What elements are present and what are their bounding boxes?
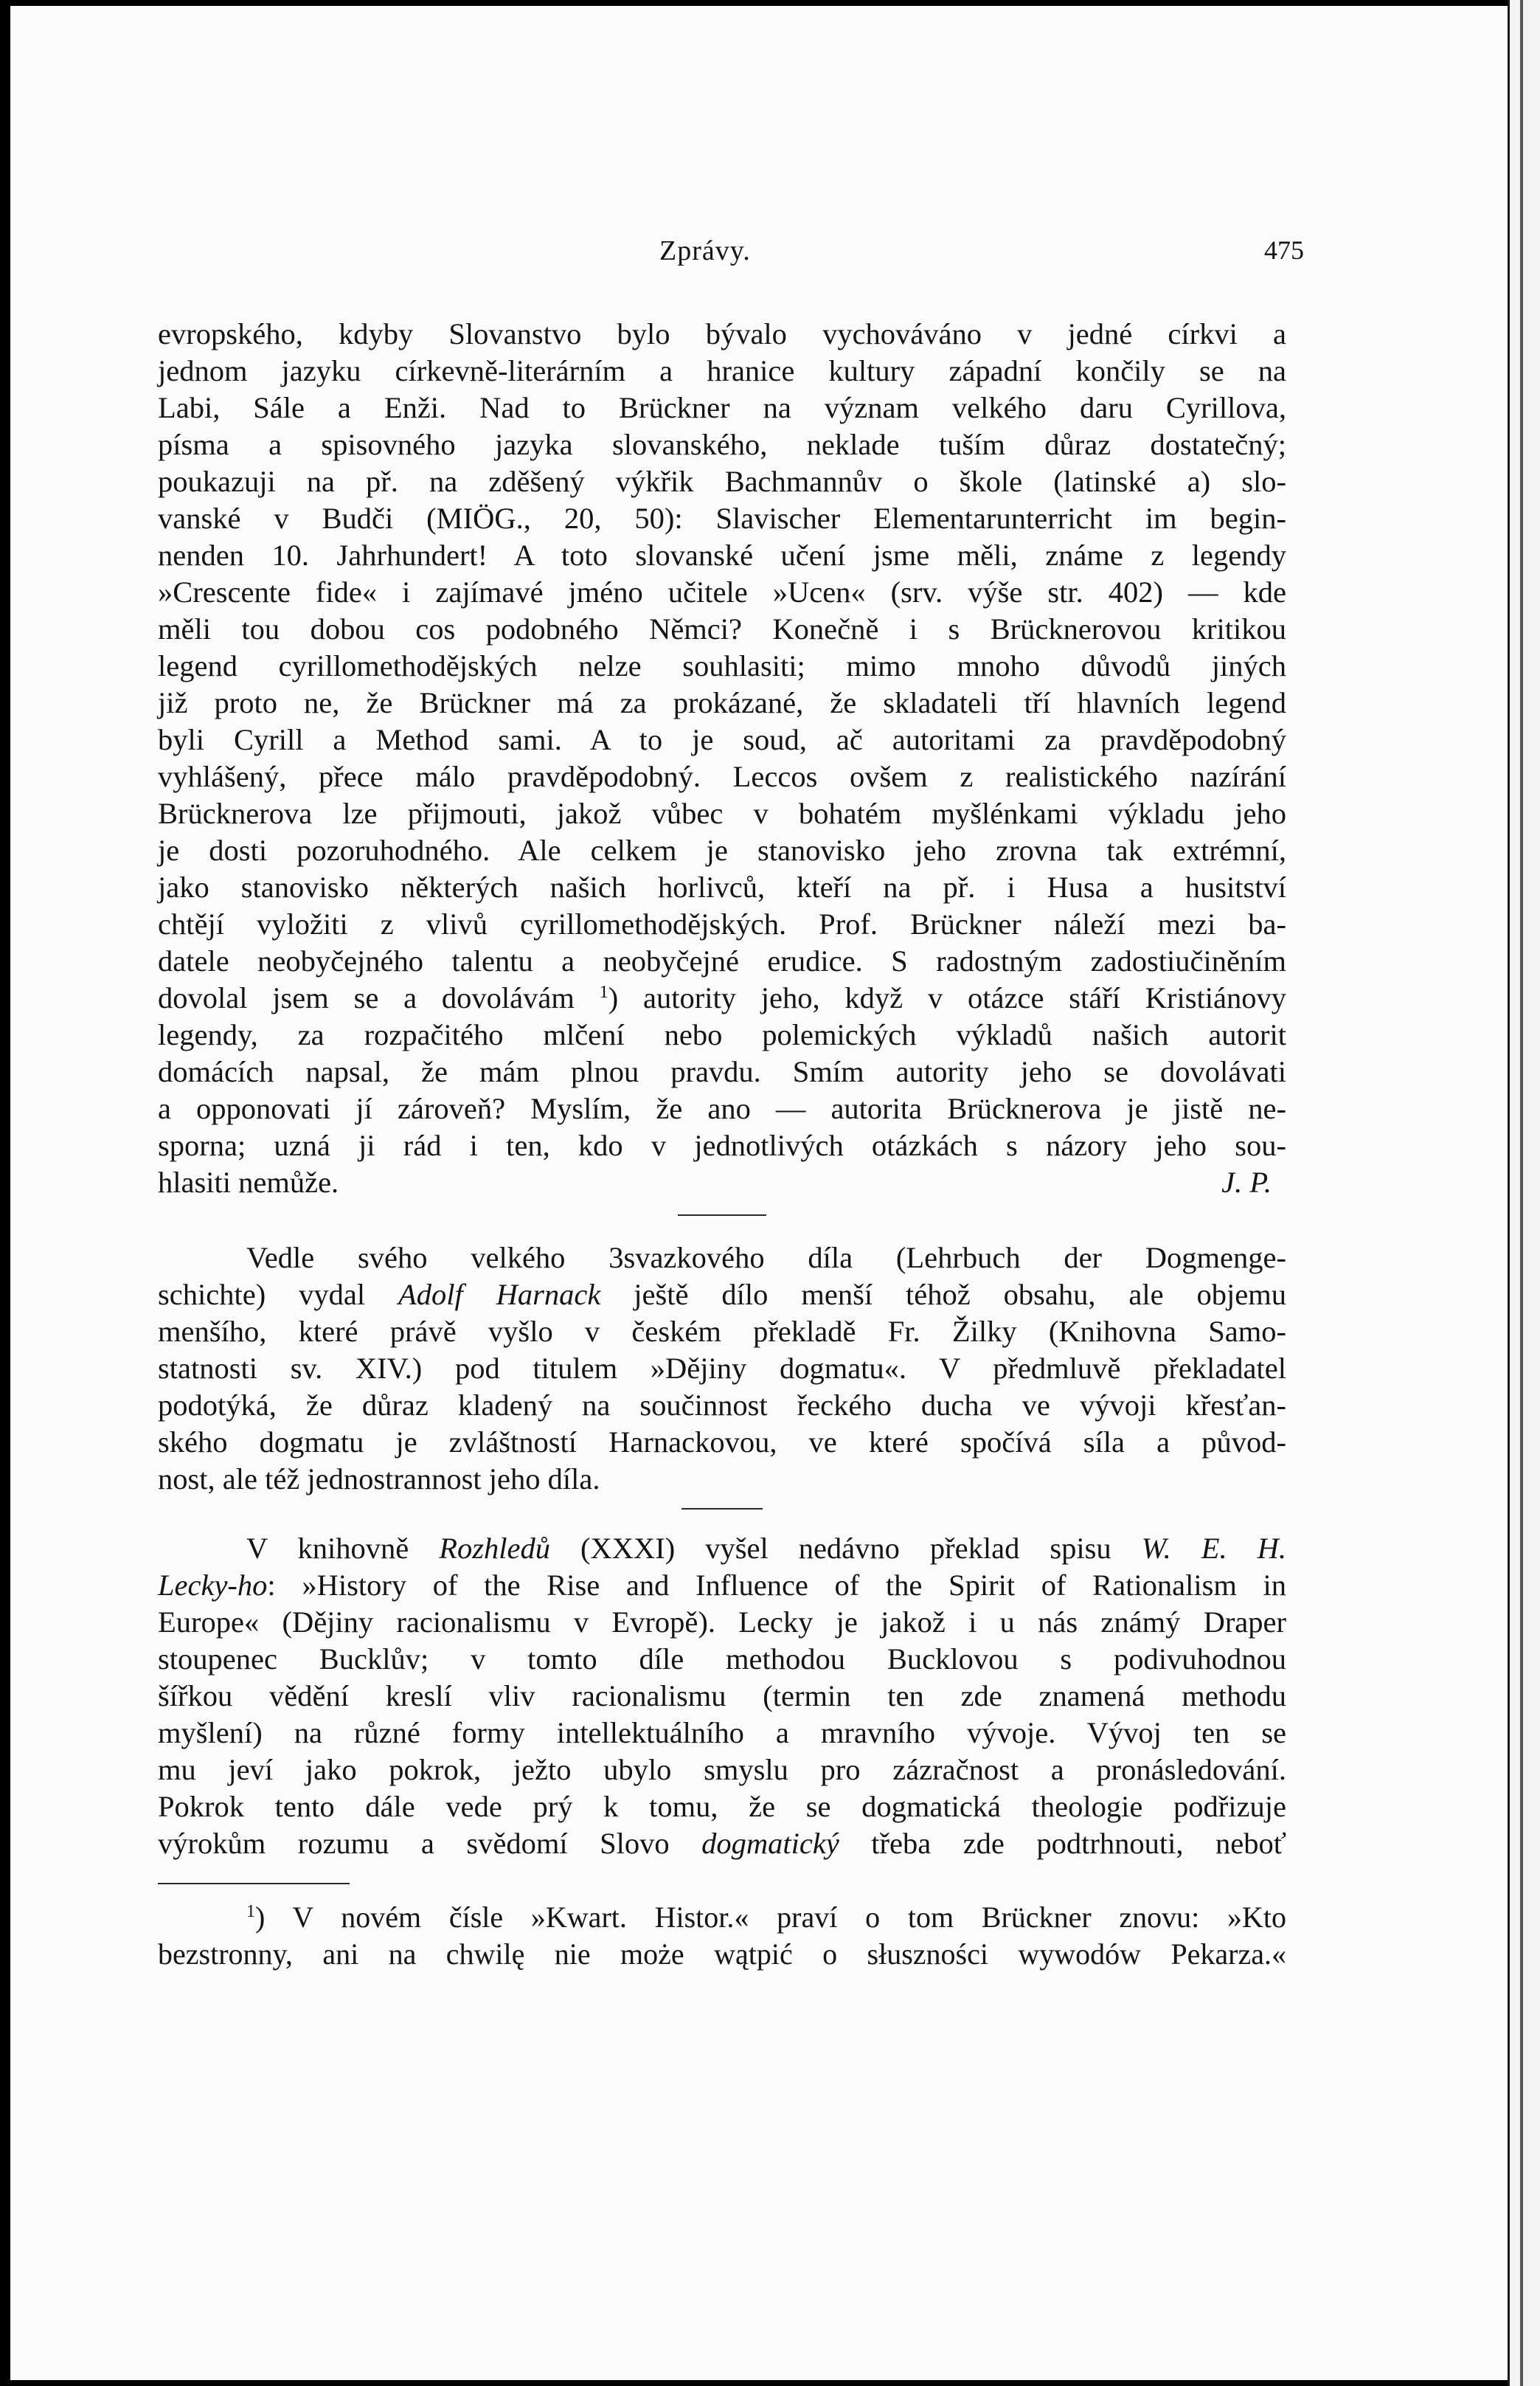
paragraph-harnack (158, 1239, 1286, 1498)
text-line: písma a spisovného jazyka slovanského, neklade tuším důraz dostatečný; (158, 428, 1286, 461)
footnote-marker: 1 (599, 983, 608, 1002)
text-line: statnosti sv. XIV.) pod titulem »Dějiny dogmatu«. V předmluvě překladatel (158, 1352, 1286, 1385)
text-line: chtějí vyložiti z vlivů cyrillomethodějských. Prof. Brückner náleží mezi ba- (158, 907, 1286, 941)
book-page (10, 6, 1508, 2380)
section-title: Zprávy. (659, 235, 751, 266)
footnote-line (158, 1899, 1286, 1936)
footnote-line: bezstronny, ani na chwilę nie może wątpić o słuszności wywodów Pekarza.« (158, 1937, 1286, 1971)
text-line: podotýká, že důraz kladený na součinnost řeckého ducha ve vývoji křesťan- (158, 1389, 1286, 1422)
text-line: jednom jazyku církevně-literárním a hranice kultury západní končily se na (158, 354, 1286, 387)
journal-name: Rozhledů (439, 1532, 550, 1565)
text-line: stoupenec Bucklův; v tomto díle methodou Bucklovou s podivuhodnou (158, 1642, 1286, 1676)
text-line: vyhlášený, přece málo pravděpodobný. Leccos ovšem z realistického nazírání (158, 760, 1286, 793)
section-divider (678, 1214, 766, 1216)
text-line: vanské v Budči (MIÖG., 20, 50): Slavischer Elementarunterricht im begin- (158, 502, 1286, 535)
text-line (158, 1567, 1286, 1604)
text-fragment: autority jeho, když v otázce stáří Kristiánovy (642, 981, 1286, 1014)
text-line: ského dogmatu je zvláštností Harnackovou, ve které spočívá síla a původ- (158, 1425, 1286, 1459)
text-line: Labi, Sále a Enži. Nad to Brückner na význam velkého daru Cyrillova, (158, 391, 1286, 424)
text-line: Europe« (Dějiny racionalismu v Evropě). Lecky je jakož i u nás známý Draper (158, 1605, 1286, 1639)
text-line: jako stanovisko některých našich horlivců, kteří na př. i Husa a husitství (158, 871, 1286, 904)
text-block (158, 316, 1286, 1973)
emphasized-word: dogmatický (701, 1827, 839, 1860)
text-line (158, 1825, 1286, 1862)
text-line: nenden 10. Jahrhundert! A toto slovanské učení jsme měli, známe z legendy (158, 539, 1286, 572)
text-line: legend cyrillomethodějských nelze souhlasiti; mimo mnoho důvodů jiných (158, 649, 1286, 682)
text-line: měli tou dobou cos podobného Němci? Konečně i s Brücknerovou kritikou (158, 612, 1286, 646)
text-line-last (158, 1164, 1286, 1201)
text-fragment: třeba zde podtrhnouti, neboť (871, 1827, 1287, 1860)
author-name: Lecky-ho (158, 1569, 268, 1602)
text-line: Vedle svého velkého 3svazkového díla (Lehrbuch der Dogmenge- (246, 1241, 1286, 1274)
author-signature: J. P. (1221, 1166, 1272, 1199)
text-line: »Crescente fide« i zajímavé jméno učitele »Ucen« (srv. výše str. 402) — kde (158, 575, 1286, 609)
section-divider (681, 1508, 763, 1510)
text-line: evropského, kdyby Slovanstvo bylo bývalo vychováváno v jedné církvi a (158, 317, 1286, 350)
page-number: 475 (1264, 235, 1304, 265)
text-fragment: hlasiti nemůže. (158, 1166, 339, 1199)
text-line: šířkou vědění kreslí vliv racionalismu (termin ten zde znamená methodu (158, 1679, 1286, 1712)
text-line: domácích napsal, že mám plnou pravdu. Smím autority jeho se dovolávati (158, 1055, 1286, 1088)
adjacent-page-edge (1508, 0, 1540, 2386)
paragraph-brueckner-review (158, 316, 1286, 1201)
text-line: již proto ne, že Brückner má za prokázané, že skladateli tří hlavních legend (158, 686, 1286, 719)
text-fragment: schichte) vydal (158, 1278, 366, 1311)
text-fragment: ) V novém čísle »Kwart. Histor.« praví o tom Brückner znovu: »Kto (255, 1901, 1286, 1934)
footnote-divider (158, 1883, 350, 1884)
text-fragment: : »History of the Rise and Influence of the Spirit of Rationalism in (267, 1569, 1286, 1602)
paragraph-lecky (158, 1530, 1286, 1862)
text-fragment: ještě dílo menší téhož obsahu, ale objemu (634, 1278, 1286, 1311)
text-fragment: výrokům rozumu a svědomí Slovo (158, 1827, 670, 1860)
text-line: menšího, které právě vyšlo v českém překladě Fr. Žilky (Knihovna Samo- (158, 1315, 1286, 1348)
author-name: Adolf Harnack (398, 1278, 601, 1311)
text-line: myšlení) na různé formy intellektuálního a mravního vývoje. Vývoj ten se (158, 1716, 1286, 1749)
text-line: Pokrok tento dále vede prý k tomu, že se dogmatická theologie podřizuje (158, 1790, 1286, 1823)
text-line: a opponovati jí zároveň? Myslím, že ano — autorita Brücknerova je jistě ne- (158, 1092, 1286, 1125)
text-line: mu jeví jako pokrok, ježto ubylo smyslu pro zázračnost a pronásledování. (158, 1753, 1286, 1786)
text-line: sporna; uzná ji rád i ten, kdo v jednotlivých otázkách s názory jeho sou- (158, 1129, 1286, 1162)
text-line-with-footnote: dovolal jsem se a dovolávám $^1$) autority jeho, když v otázce stáří Kristiánovy (158, 981, 1286, 1014)
running-head (10, 235, 1508, 279)
footnote-number: 1 (246, 1902, 255, 1921)
text-line: je dosti pozoruhodného. Ale celkem je stanovisko jeho zrovna tak extrémní, (158, 834, 1286, 867)
text-line: legendy, za rozpačitého mlčení nebo polemických výkladů našich autorit (158, 1018, 1286, 1051)
text-line: Brücknerova lze přijmouti, jakož vůbec v bohatém myšlénkami výkladu jeho (158, 797, 1286, 830)
text-fragment: (XXXI) vyšel nedávno překlad spisu (580, 1532, 1111, 1565)
author-initials: W. E. H. (1141, 1532, 1287, 1565)
text-line-last: nost, ale též jednostrannost jeho díla. (158, 1462, 600, 1495)
text-fragment: V knihovně (246, 1532, 409, 1565)
text-line (158, 1276, 1286, 1313)
text-line: datele neobyčejného talentu a neobyčejné erudice. S radostným zadostiučiněním (158, 944, 1286, 978)
text-line: byli Cyrill a Method sami. A to je soud, ač autoritami za pravděpodobný (158, 723, 1286, 756)
scan-border (10, 2380, 1508, 2386)
text-line: poukazuji na př. na zděšený výkřik Bachmannův o škole (latinské a) slo- (158, 465, 1286, 498)
text-fragment: dovolal jsem se a dovolávám (158, 981, 575, 1014)
footnote (158, 1899, 1286, 1973)
text-line (158, 1530, 1286, 1567)
